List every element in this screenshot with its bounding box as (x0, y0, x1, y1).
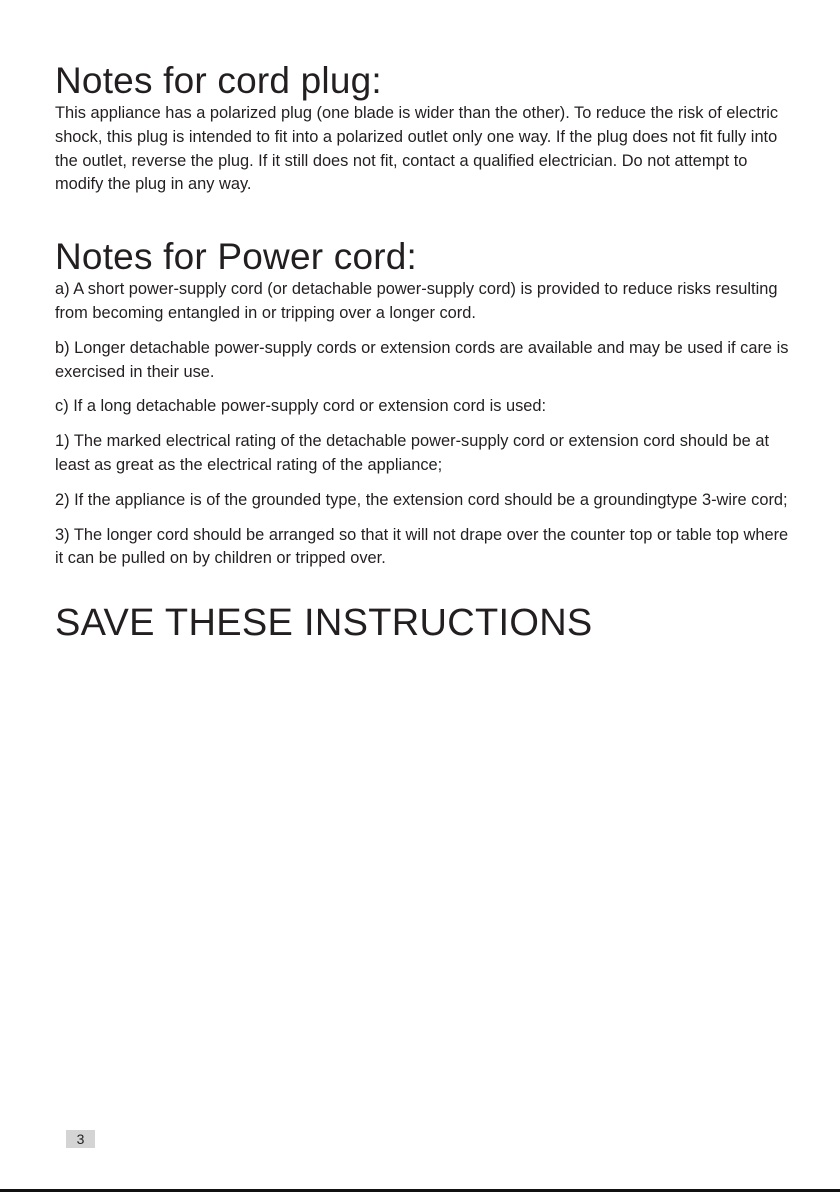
page-number-badge: 3 (66, 1130, 95, 1148)
power-cord-heading: Notes for Power cord: (55, 236, 418, 278)
power-cord-item-a: a) A short power-supply cord (or detachable power-supply cord) is provided to reduce risks resulting from becoming entangled in or tripping over a longer cord. (55, 280, 778, 322)
power-cord-item-2: 2) If the appliance is of the grounded type, the extension cord should be a groundingtype 3-wire cord; (55, 490, 788, 509)
power-cord-item-c: c) If a long detachable power-supply cord or extension cord is used: (55, 397, 547, 416)
cord-plug-section (55, 60, 795, 197)
page-content (55, 60, 795, 671)
power-cord-item-b: b) Longer detachable power-supply cords or extension cords are available and may be used if care is exercised in their use. (55, 338, 789, 381)
power-cord-item-3: 3) The longer cord should be arranged so that it will not drape over the counter top or table top where it can be pulled on by children or tripped over. (55, 525, 789, 568)
power-cord-item-1: 1) The marked electrical rating of the detachable power-supply cord or extension cord should be at least as great as the electrical rating of the appliance; (55, 432, 770, 474)
cord-plug-heading: Notes for cord plug: (55, 60, 382, 101)
cord-plug-text: This appliance has a polarized plug (one blade is wider than the other). To reduce the risk of electric shock, this plug is intended to fit into a polarized outlet only one way. If the plug does not fit fully into the outlet, reverse the plug. If it still does not fit, contact a qualified electrician. Do not attempt to modify the plug in any way. (55, 104, 779, 194)
power-cord-section (55, 236, 795, 571)
save-instructions-heading: SAVE THESE INSTRUCTIONS (55, 602, 593, 645)
